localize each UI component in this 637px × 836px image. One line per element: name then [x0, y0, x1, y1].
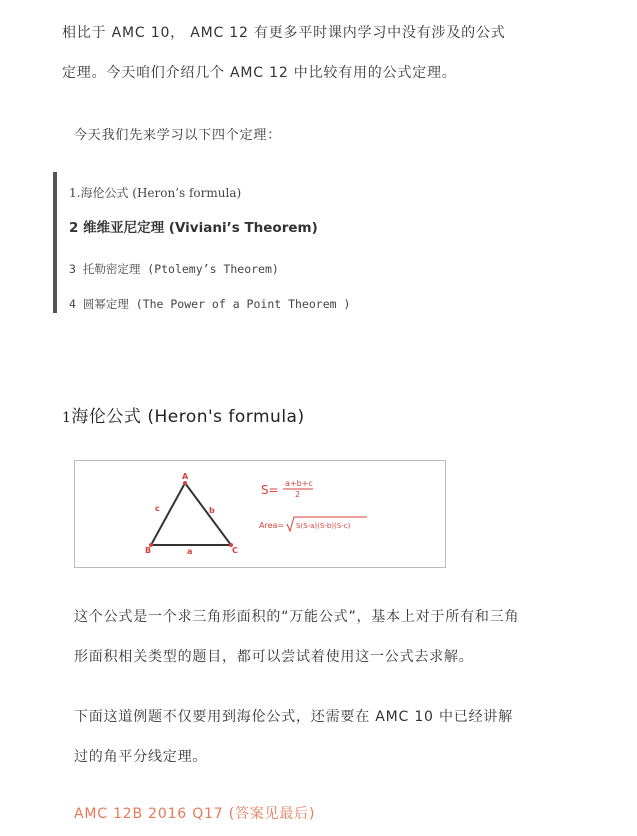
- body-line-2: 形面积相关类型的题目，都可以尝试着使用这一公式去求解。: [74, 649, 474, 665]
- theorem-item-power-of-point: 4 圆幂定理 (The Power of a Point Theorem ): [69, 297, 351, 311]
- area-lhs: Area=: [259, 521, 285, 530]
- section-heading: [62, 402, 305, 427]
- vertex-dot: [183, 481, 187, 485]
- intro-line-2: 定理。今天咱们介绍几个 AMC 12 中比较有用的公式定理。: [62, 65, 457, 81]
- side-label-a: a: [187, 547, 193, 556]
- intro-line-3: 今天我们先来学习以下四个定理：: [74, 128, 282, 143]
- body-line-3: 下面这道例题不仅要用到海伦公式，还需要在 AMC 10 中已经讲解: [74, 709, 513, 725]
- semiperimeter-numerator: a+b+c: [285, 479, 313, 488]
- section-title: 海伦公式 (Heron's formula): [71, 407, 305, 427]
- intro-line-1: 相比于 AMC 10， AMC 12 有更多平时课内学习中没有涉及的公式: [62, 25, 506, 41]
- section-number: 1: [62, 410, 72, 426]
- semiperimeter-lhs: S=: [261, 483, 279, 497]
- triangle-shape: [151, 483, 231, 545]
- vertex-label-b: B: [145, 546, 152, 555]
- side-label-c: c: [155, 504, 160, 513]
- vertex-label-c: C: [232, 546, 238, 555]
- theorem-item-ptolemy: 3 托勒密定理 (Ptolemy’s Theorem): [69, 262, 279, 276]
- problem-label: AMC 12B 2016 Q17 (答案见最后): [74, 806, 316, 822]
- side-label-b: b: [209, 506, 215, 515]
- area-radicand: S(S-a)(S-b)(S-c): [296, 522, 351, 530]
- body-line-4: 过的角平分线定理。: [74, 749, 208, 765]
- theorem-item-heron: 1.海伦公式 (Heron’s formula): [69, 186, 242, 200]
- heron-diagram: [75, 461, 445, 567]
- body-line-1: 这个公式是一个求三角形面积的“万能公式”，基本上对于所有和三角: [74, 609, 520, 625]
- vertex-label-a: A: [182, 472, 189, 481]
- theorem-item-viviani: 2 维维亚尼定理 (Viviani’s Theorem): [69, 220, 318, 236]
- theorem-list: [53, 172, 417, 313]
- semiperimeter-denominator: 2: [295, 490, 301, 499]
- heron-formula-figure: [74, 460, 446, 568]
